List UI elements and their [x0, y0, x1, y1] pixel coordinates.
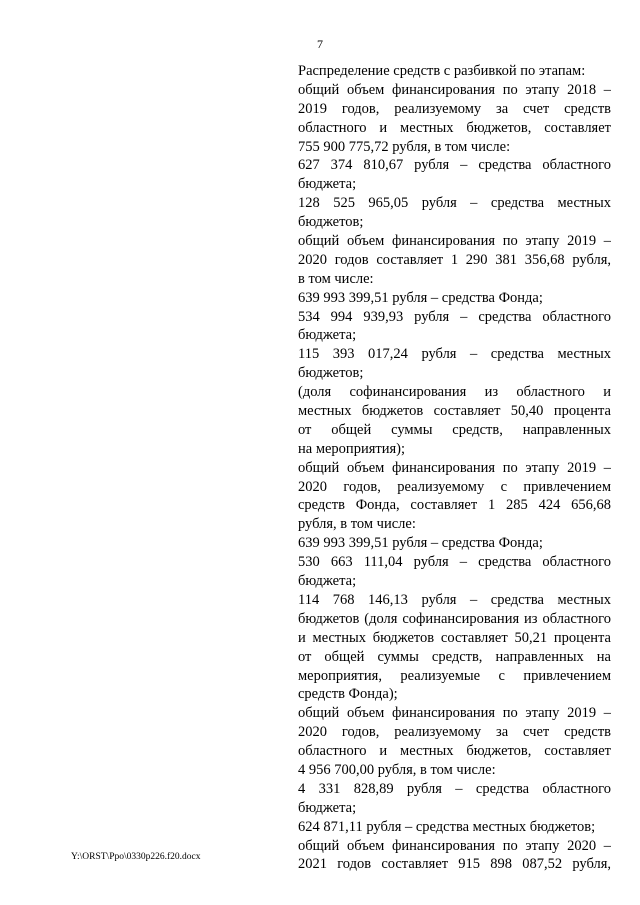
text-line: 624 871,11 рубля – средства местных бюджетов;	[298, 818, 596, 835]
text-line: 2020 годов составляет 1 290 381 356,68 рубля,	[298, 251, 611, 268]
text-line: на мероприятия);	[298, 440, 405, 457]
text-line: местных бюджетов составляет 50,40 процента	[298, 403, 611, 420]
text-line: бюджетов;	[298, 214, 364, 231]
text-line: мероприятия, реализуемые с привлечением	[298, 667, 611, 684]
text-line: (доля софинансирования из областного и	[298, 384, 611, 401]
text-line: 534 994 939,93 рубля – средства областного	[298, 308, 611, 325]
text-line: общий объем финансирования по этапу 2019 –	[298, 705, 611, 722]
text-line: 530 663 111,04 рубля – средства областного	[298, 554, 611, 571]
text-line: областного и местных бюджетов, составляет	[298, 743, 611, 760]
text-line: средств Фонда, составляет 1 285 424 656,68	[298, 497, 611, 514]
text-line: областного и местных бюджетов, составляет	[298, 119, 611, 136]
text-line: Распределение средств с разбивкой по этапам:	[298, 63, 586, 79]
text-line: общий объем финансирования по этапу 2019 –	[298, 459, 611, 476]
text-line: 627 374 810,67 рубля – средства областного	[298, 157, 611, 174]
text-line: рубля, в том числе:	[298, 516, 416, 533]
text-line: бюджетов (доля софинансирования из областного	[298, 610, 611, 627]
page-number: 7	[317, 37, 323, 51]
text-line: от общей суммы средств, направленных	[298, 421, 611, 438]
text-line: общий объем финансирования по этапу 2018 –	[298, 81, 611, 98]
text-line: бюджета;	[298, 176, 357, 193]
text-line: общий объем финансирования по этапу 2019 –	[298, 233, 611, 250]
text-line: общий объем финансирования по этапу 2020 –	[298, 837, 611, 854]
footer-file-path: Y:\ORST\Ppo\0330p226.f20.docx	[71, 852, 201, 862]
text-line: и местных бюджетов составляет 50,21 процента	[298, 629, 611, 646]
text-line: бюджета;	[298, 573, 357, 590]
text-line: 128 525 965,05 рубля – средства местных	[298, 195, 611, 212]
text-line: в том числе:	[298, 270, 374, 287]
text-line: 2019 годов, реализуемому за счет средств	[298, 100, 611, 117]
text-line: средств Фонда);	[298, 686, 398, 703]
text-line: 639 993 399,51 рубля – средства Фонда;	[298, 535, 543, 552]
text-line: 639 993 399,51 рубля – средства Фонда;	[298, 289, 543, 306]
text-line: 2021 годов составляет 915 898 087,52 рубля,	[298, 856, 611, 873]
text-line: бюджетов;	[298, 365, 364, 382]
text-line: бюджета;	[298, 327, 357, 344]
text-line: 2020 годов, реализуемому с привлечением	[298, 478, 611, 495]
text-line: 755 900 775,72 рубля, в том числе:	[298, 138, 511, 155]
text-line: от общей суммы средств, направленных на	[298, 648, 611, 665]
text-line: бюджета;	[298, 799, 357, 816]
text-line: 115 393 017,24 рубля – средства местных	[298, 346, 611, 363]
body-text	[298, 62, 611, 874]
text-line: 4 331 828,89 рубля – средства областного	[298, 780, 611, 797]
text-line: 4 956 700,00 рубля, в том числе:	[298, 761, 496, 778]
text-line: 2020 годов, реализуемому за счет средств	[298, 724, 611, 741]
text-line: 114 768 146,13 рубля – средства местных	[298, 591, 611, 608]
